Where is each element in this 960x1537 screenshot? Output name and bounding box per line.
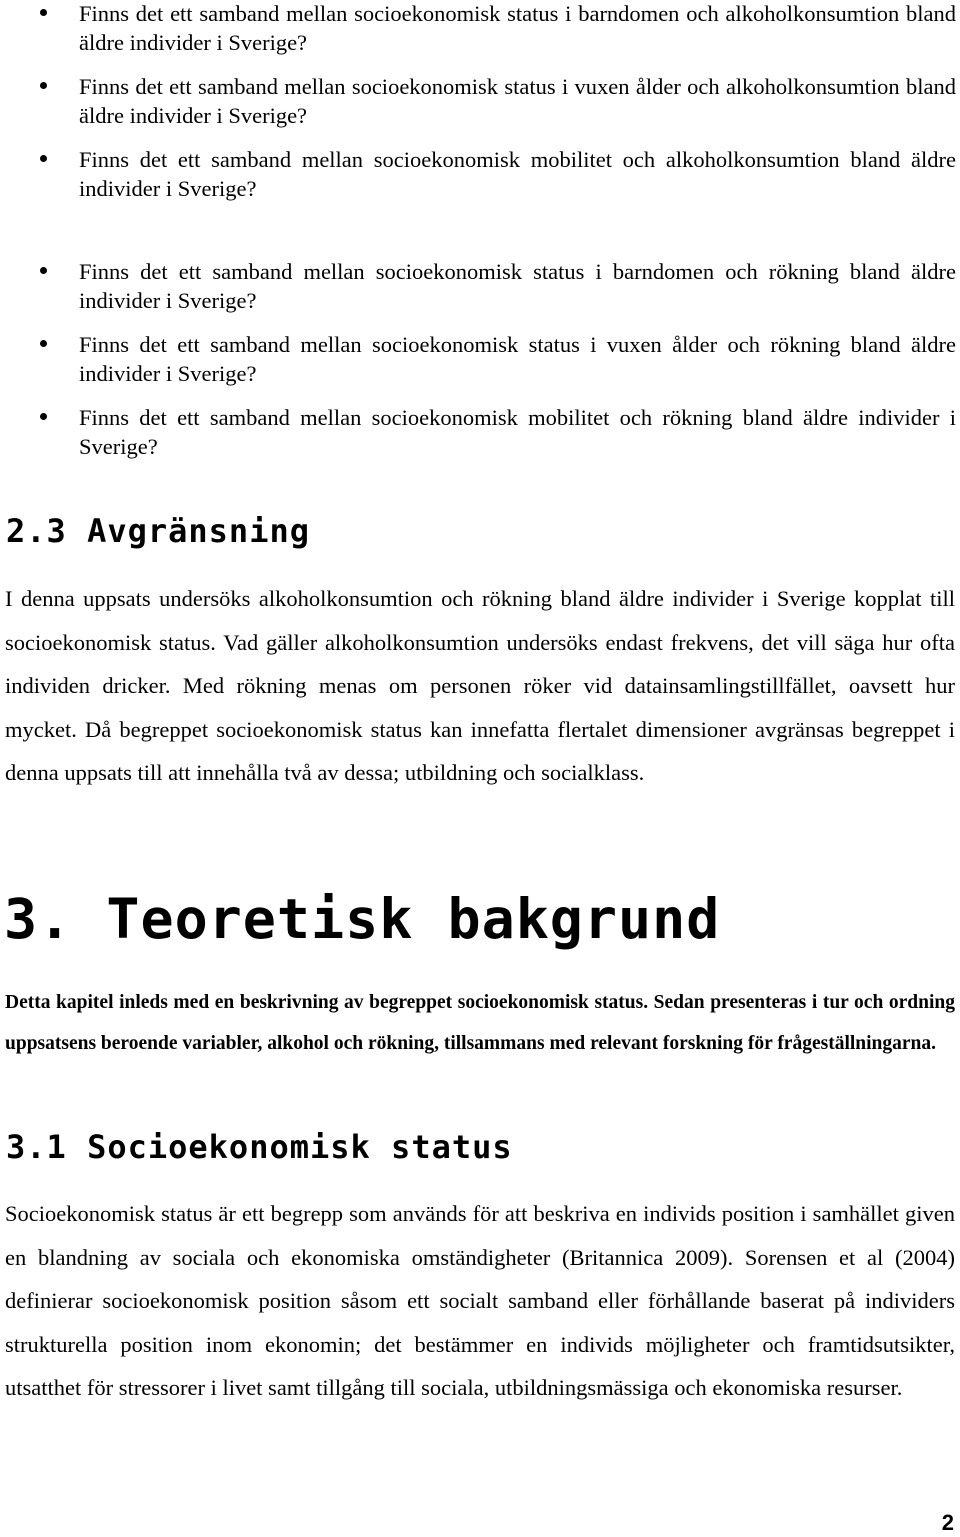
socioekonomisk-status-paragraph: Socioekonomisk status är ett begrepp som används för att beskriva en individs position i samhället given en blandning av sociala och ekonomiska omständigheter (Britannica 2009). Sorensen et al (2004) definierar socioekonomisk position såsom ett socialt samband eller förhållande baserat på individers strukturella position inom ekonomin; det bestämmer en individs möjligheter och framtidsutsikter, utsatthet för stressorer i livet samt tillgång till sociala, utbildningsmässiga och ekonomiska resurser. (5, 1201, 955, 1401)
list-item-text: Finns det ett samband mellan socioekonomisk mobilitet och alkoholkonsumtion bland äldre individer i Sverige? (79, 147, 956, 201)
list-item-text: Finns det ett samband mellan socioekonomisk status i barndomen och alkoholkonsumtion bland äldre individer i Sverige? (79, 1, 956, 55)
list-item-text: Finns det ett samband mellan socioekonomisk status i vuxen ålder och alkoholkonsumtion bland äldre individer i Sverige? (79, 74, 956, 128)
section-heading-socioekonomisk-status: 3.1 Socioekonomisk status (6, 1128, 513, 1166)
chapter-heading-teoretisk-bakgrund: 3. Teoretisk bakgrund (4, 887, 721, 951)
bullet-icon (40, 9, 47, 16)
bullet-icon (40, 82, 47, 89)
bullet-icon (40, 155, 47, 162)
bullet-icon (40, 413, 47, 420)
list-item-text: Finns det ett samband mellan socioekonomisk mobilitet och rökning bland äldre individer i Sverige? (79, 405, 956, 459)
research-questions-alcohol-list (0, 0, 960, 218)
list-item (0, 403, 960, 461)
list-item-text: Finns det ett samband mellan socioekonomisk status i vuxen ålder och rökning bland äldre individer i Sverige? (79, 332, 956, 386)
avgransning-paragraph: I denna uppsats undersöks alkoholkonsumtion och rökning bland äldre individer i Sverige kopplat till socioekonomisk status. Vad gäller alkoholkonsumtion undersöks endast frekvens, det vill säga hur ofta individen dricker. Med rökning menas om personen röker vid datainsamlingstillfället, oavsett hur mycket. Då begreppet socioekonomisk status kan innefatta flertalet dimensioner avgränsas begreppet i denna uppsats till att innehålla två av dessa; utbildning och socialklass. (5, 586, 955, 786)
list-item (0, 145, 960, 203)
bullet-icon (40, 267, 47, 274)
list-item-text: Finns det ett samband mellan socioekonomisk status i barndomen och rökning bland äldre individer i Sverige? (79, 259, 956, 313)
list-item (0, 257, 960, 315)
chapter-intro-paragraph: Detta kapitel inleds med en beskrivning av begreppet socioekonomisk status. Sedan presenteras i tur och ordning uppsatsens beroende variabler, alkohol och rökning, tillsammans med relevant forskning för frågeställningarna. (5, 992, 955, 1054)
list-item (0, 0, 960, 57)
bullet-icon (40, 340, 47, 347)
research-questions-smoking-list (0, 257, 960, 476)
page-number: 2 (941, 1510, 954, 1535)
list-item (0, 72, 960, 130)
section-heading-avgransning: 2.3 Avgränsning (6, 512, 310, 550)
list-item (0, 330, 960, 388)
